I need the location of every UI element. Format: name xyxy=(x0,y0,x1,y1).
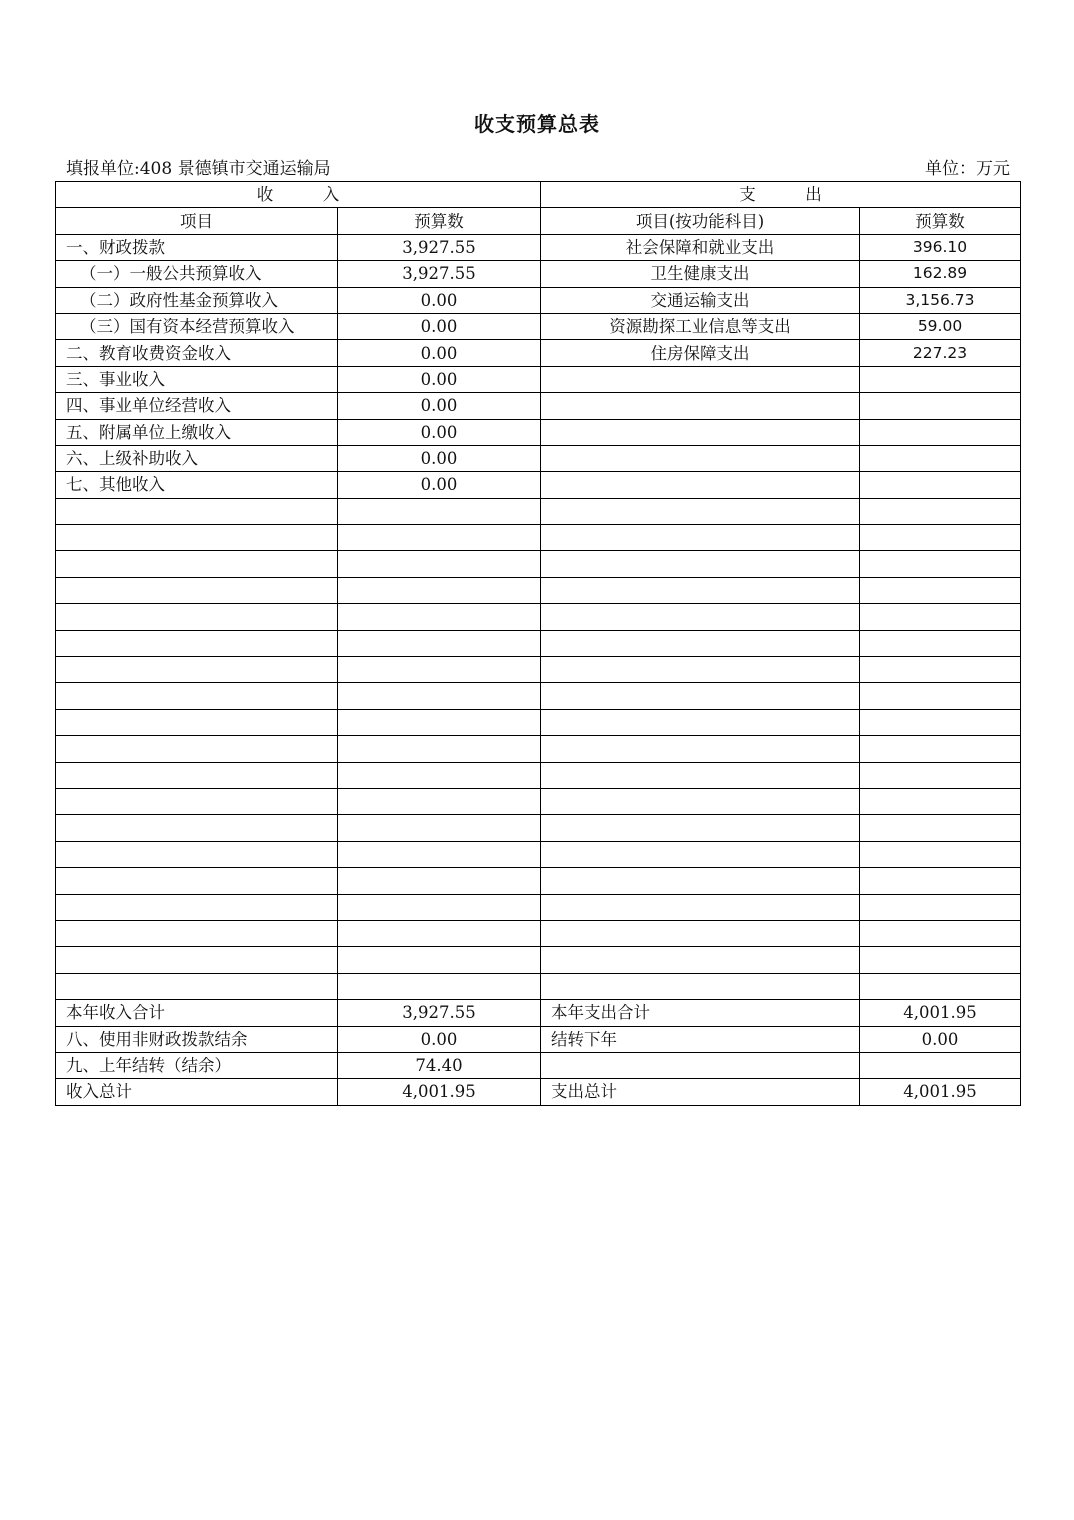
expense-item xyxy=(541,657,860,683)
expense-amount xyxy=(860,551,1021,577)
income-item: 六、上级补助收入 xyxy=(56,445,338,471)
expense-item xyxy=(541,472,860,498)
expense-item xyxy=(541,894,860,920)
income-item xyxy=(56,683,338,709)
income-item xyxy=(56,868,338,894)
income-amount xyxy=(338,657,541,683)
income-amount xyxy=(338,815,541,841)
summary-expense-value: 4,001.95 xyxy=(860,1000,1021,1026)
expense-amount xyxy=(860,709,1021,735)
table-row xyxy=(56,313,1021,339)
income-amount xyxy=(338,762,541,788)
income-item xyxy=(56,657,338,683)
expense-amount: 162.89 xyxy=(860,261,1021,287)
income-amount xyxy=(338,709,541,735)
summary-expense-value: 4,001.95 xyxy=(860,1079,1021,1105)
income-item xyxy=(56,709,338,735)
expense-amount: 396.10 xyxy=(860,234,1021,260)
table-row xyxy=(56,736,1021,762)
expense-item xyxy=(541,947,860,973)
table-row xyxy=(56,630,1021,656)
income-amount: 0.00 xyxy=(338,419,541,445)
expense-amount xyxy=(860,973,1021,999)
expense-amount xyxy=(860,525,1021,551)
income-item xyxy=(56,920,338,946)
expense-item: 住房保障支出 xyxy=(541,340,860,366)
table-row xyxy=(56,868,1021,894)
income-amount xyxy=(338,525,541,551)
expense-item: 交通运输支出 xyxy=(541,287,860,313)
table-row xyxy=(56,366,1021,392)
table-row xyxy=(56,551,1021,577)
income-amount xyxy=(338,894,541,920)
income-item: （二）政府性基金预算收入 xyxy=(56,287,338,313)
table-row xyxy=(56,920,1021,946)
expense-item xyxy=(541,815,860,841)
expense-item xyxy=(541,445,860,471)
expense-item xyxy=(541,736,860,762)
summary-expense-value: 0.00 xyxy=(860,1026,1021,1052)
expense-item-header: 项目(按功能科目) xyxy=(541,208,860,234)
income-item: 五、附属单位上缴收入 xyxy=(56,419,338,445)
table-row xyxy=(56,894,1021,920)
income-amount xyxy=(338,736,541,762)
table-row xyxy=(56,498,1021,524)
table-row xyxy=(56,287,1021,313)
table-row xyxy=(56,709,1021,735)
income-item: 四、事业单位经营收入 xyxy=(56,393,338,419)
income-amount: 0.00 xyxy=(338,287,541,313)
expense-amount xyxy=(860,683,1021,709)
income-item xyxy=(56,630,338,656)
expense-item xyxy=(541,419,860,445)
expense-item xyxy=(541,630,860,656)
summary-income-value: 74.40 xyxy=(338,1052,541,1078)
summary-income-value: 3,927.55 xyxy=(338,1000,541,1026)
income-item: 二、教育收费资金收入 xyxy=(56,340,338,366)
expense-amount xyxy=(860,788,1021,814)
income-item xyxy=(56,894,338,920)
table-row xyxy=(56,261,1021,287)
expense-item: 社会保障和就业支出 xyxy=(541,234,860,260)
table-row xyxy=(56,683,1021,709)
expense-amount xyxy=(860,868,1021,894)
income-amount xyxy=(338,947,541,973)
summary-row xyxy=(56,1026,1021,1052)
expense-item xyxy=(541,920,860,946)
section-header-row xyxy=(56,182,1021,208)
expense-amount xyxy=(860,419,1021,445)
income-item: （三）国有资本经营预算收入 xyxy=(56,313,338,339)
expense-item xyxy=(541,709,860,735)
income-item xyxy=(56,604,338,630)
summary-expense-label: 支出总计 xyxy=(541,1079,860,1105)
expense-amount xyxy=(860,604,1021,630)
expense-amount xyxy=(860,815,1021,841)
income-amount xyxy=(338,973,541,999)
table-row xyxy=(56,577,1021,603)
summary-income-value: 0.00 xyxy=(338,1026,541,1052)
summary-row xyxy=(56,1079,1021,1105)
income-item-header: 项目 xyxy=(56,208,338,234)
expense-item xyxy=(541,604,860,630)
income-amount xyxy=(338,788,541,814)
currency-unit: 单位：万元 xyxy=(925,159,1010,179)
expense-amount xyxy=(860,841,1021,867)
expense-amount: 227.23 xyxy=(860,340,1021,366)
table-row xyxy=(56,947,1021,973)
summary-income-label: 八、使用非财政拨款结余 xyxy=(56,1026,338,1052)
expense-amount xyxy=(860,445,1021,471)
expense-amount xyxy=(860,657,1021,683)
income-item xyxy=(56,577,338,603)
income-amount xyxy=(338,841,541,867)
income-item: 一、财政拨款 xyxy=(56,234,338,260)
income-item xyxy=(56,973,338,999)
income-item xyxy=(56,762,338,788)
expense-item xyxy=(541,841,860,867)
income-amount xyxy=(338,920,541,946)
expense-amount: 59.00 xyxy=(860,313,1021,339)
income-item xyxy=(56,815,338,841)
income-amount: 0.00 xyxy=(338,472,541,498)
income-item: 七、其他收入 xyxy=(56,472,338,498)
expense-item xyxy=(541,788,860,814)
summary-rows xyxy=(56,1000,1021,1106)
expense-amount xyxy=(860,630,1021,656)
page-title: 收支预算总表 xyxy=(474,112,600,136)
income-amount xyxy=(338,868,541,894)
expense-item xyxy=(541,551,860,577)
expense-amount xyxy=(860,947,1021,973)
summary-row xyxy=(56,1000,1021,1026)
expense-item: 资源勘探工业信息等支出 xyxy=(541,313,860,339)
income-amount xyxy=(338,683,541,709)
summary-income-value: 4,001.95 xyxy=(338,1079,541,1105)
table-row xyxy=(56,841,1021,867)
table-row xyxy=(56,419,1021,445)
expense-amount xyxy=(860,894,1021,920)
reporting-unit: 填报单位:408 景德镇市交通运输局 xyxy=(66,159,331,179)
income-amount xyxy=(338,630,541,656)
summary-expense-label: 结转下年 xyxy=(541,1026,860,1052)
expense-amount xyxy=(860,498,1021,524)
expense-amount-header: 预算数 xyxy=(860,208,1021,234)
expense-amount xyxy=(860,762,1021,788)
table-row xyxy=(56,815,1021,841)
expense-section-header: 支 出 xyxy=(541,182,1021,208)
detail-rows xyxy=(56,234,1021,999)
expense-amount xyxy=(860,472,1021,498)
summary-income-label: 九、上年结转（结余） xyxy=(56,1052,338,1078)
summary-expense-label: 本年支出合计 xyxy=(541,1000,860,1026)
expense-item xyxy=(541,762,860,788)
income-item xyxy=(56,498,338,524)
summary-expense-label xyxy=(541,1052,860,1078)
income-amount: 3,927.55 xyxy=(338,234,541,260)
income-amount: 3,927.55 xyxy=(338,261,541,287)
income-amount xyxy=(338,604,541,630)
table-row xyxy=(56,393,1021,419)
income-amount xyxy=(338,498,541,524)
table-row xyxy=(56,657,1021,683)
expense-item xyxy=(541,366,860,392)
income-amount xyxy=(338,577,541,603)
income-amount-header: 预算数 xyxy=(338,208,541,234)
expense-item xyxy=(541,498,860,524)
income-item: 三、事业收入 xyxy=(56,366,338,392)
expense-item xyxy=(541,525,860,551)
expense-amount xyxy=(860,736,1021,762)
expense-item xyxy=(541,973,860,999)
table-row xyxy=(56,472,1021,498)
income-item xyxy=(56,947,338,973)
income-amount: 0.00 xyxy=(338,393,541,419)
income-item xyxy=(56,788,338,814)
income-item xyxy=(56,525,338,551)
income-amount: 0.00 xyxy=(338,445,541,471)
table-row xyxy=(56,525,1021,551)
summary-expense-value xyxy=(860,1052,1021,1078)
expense-amount xyxy=(860,577,1021,603)
table-row xyxy=(56,973,1021,999)
summary-row xyxy=(56,1052,1021,1078)
income-item: （一）一般公共预算收入 xyxy=(56,261,338,287)
income-section-header: 收 入 xyxy=(56,182,541,208)
income-item xyxy=(56,551,338,577)
column-header-row xyxy=(56,208,1021,234)
summary-income-label: 收入总计 xyxy=(56,1079,338,1105)
expense-amount xyxy=(860,920,1021,946)
table-row xyxy=(56,445,1021,471)
expense-amount xyxy=(860,366,1021,392)
expense-item: 卫生健康支出 xyxy=(541,261,860,287)
expense-amount: 3,156.73 xyxy=(860,287,1021,313)
expense-item xyxy=(541,393,860,419)
table-row xyxy=(56,234,1021,260)
table-row xyxy=(56,604,1021,630)
expense-item xyxy=(541,577,860,603)
table-row xyxy=(56,340,1021,366)
table-row xyxy=(56,788,1021,814)
table-row xyxy=(56,762,1021,788)
income-amount xyxy=(338,551,541,577)
budget-table xyxy=(55,181,1021,1106)
expense-item xyxy=(541,868,860,894)
income-item xyxy=(56,841,338,867)
summary-income-label: 本年收入合计 xyxy=(56,1000,338,1026)
income-amount: 0.00 xyxy=(338,313,541,339)
expense-amount xyxy=(860,393,1021,419)
income-item xyxy=(56,736,338,762)
expense-item xyxy=(541,683,860,709)
income-amount: 0.00 xyxy=(338,366,541,392)
income-amount: 0.00 xyxy=(338,340,541,366)
